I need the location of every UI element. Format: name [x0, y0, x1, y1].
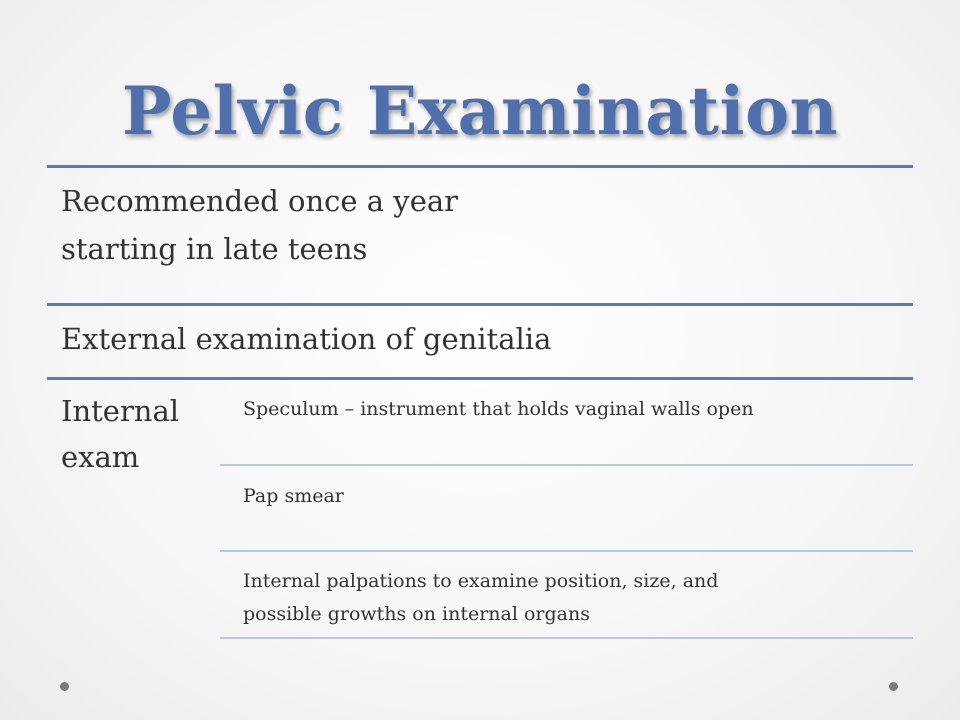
recommended-text-line2: starting in late teens: [61, 232, 368, 266]
palpations-text-line1: Internal palpations to examine position, size, and: [243, 570, 719, 592]
slide-title: Pelvic Examination: [121, 72, 839, 150]
speculum-text: Speculum – instrument that holds vaginal walls open: [243, 398, 754, 420]
divider-after-external: [47, 377, 913, 380]
recommended-text-line1: Recommended once a year: [61, 184, 459, 218]
sub-divider-1: [220, 464, 913, 466]
internal-exam-label-line2: exam: [61, 440, 140, 474]
external-exam-text: External examination of genitalia: [61, 322, 552, 356]
sub-divider-2: [220, 550, 913, 552]
sub-divider-3: [220, 637, 913, 639]
divider-top: [47, 165, 913, 168]
corner-dot-left: [60, 682, 69, 691]
divider-after-recommended: [47, 303, 913, 306]
palpations-text-line2: possible growths on internal organs: [243, 603, 590, 625]
pap-smear-text: Pap smear: [243, 485, 344, 507]
internal-exam-label-line1: Internal: [61, 394, 180, 428]
corner-dot-right: [889, 682, 898, 691]
